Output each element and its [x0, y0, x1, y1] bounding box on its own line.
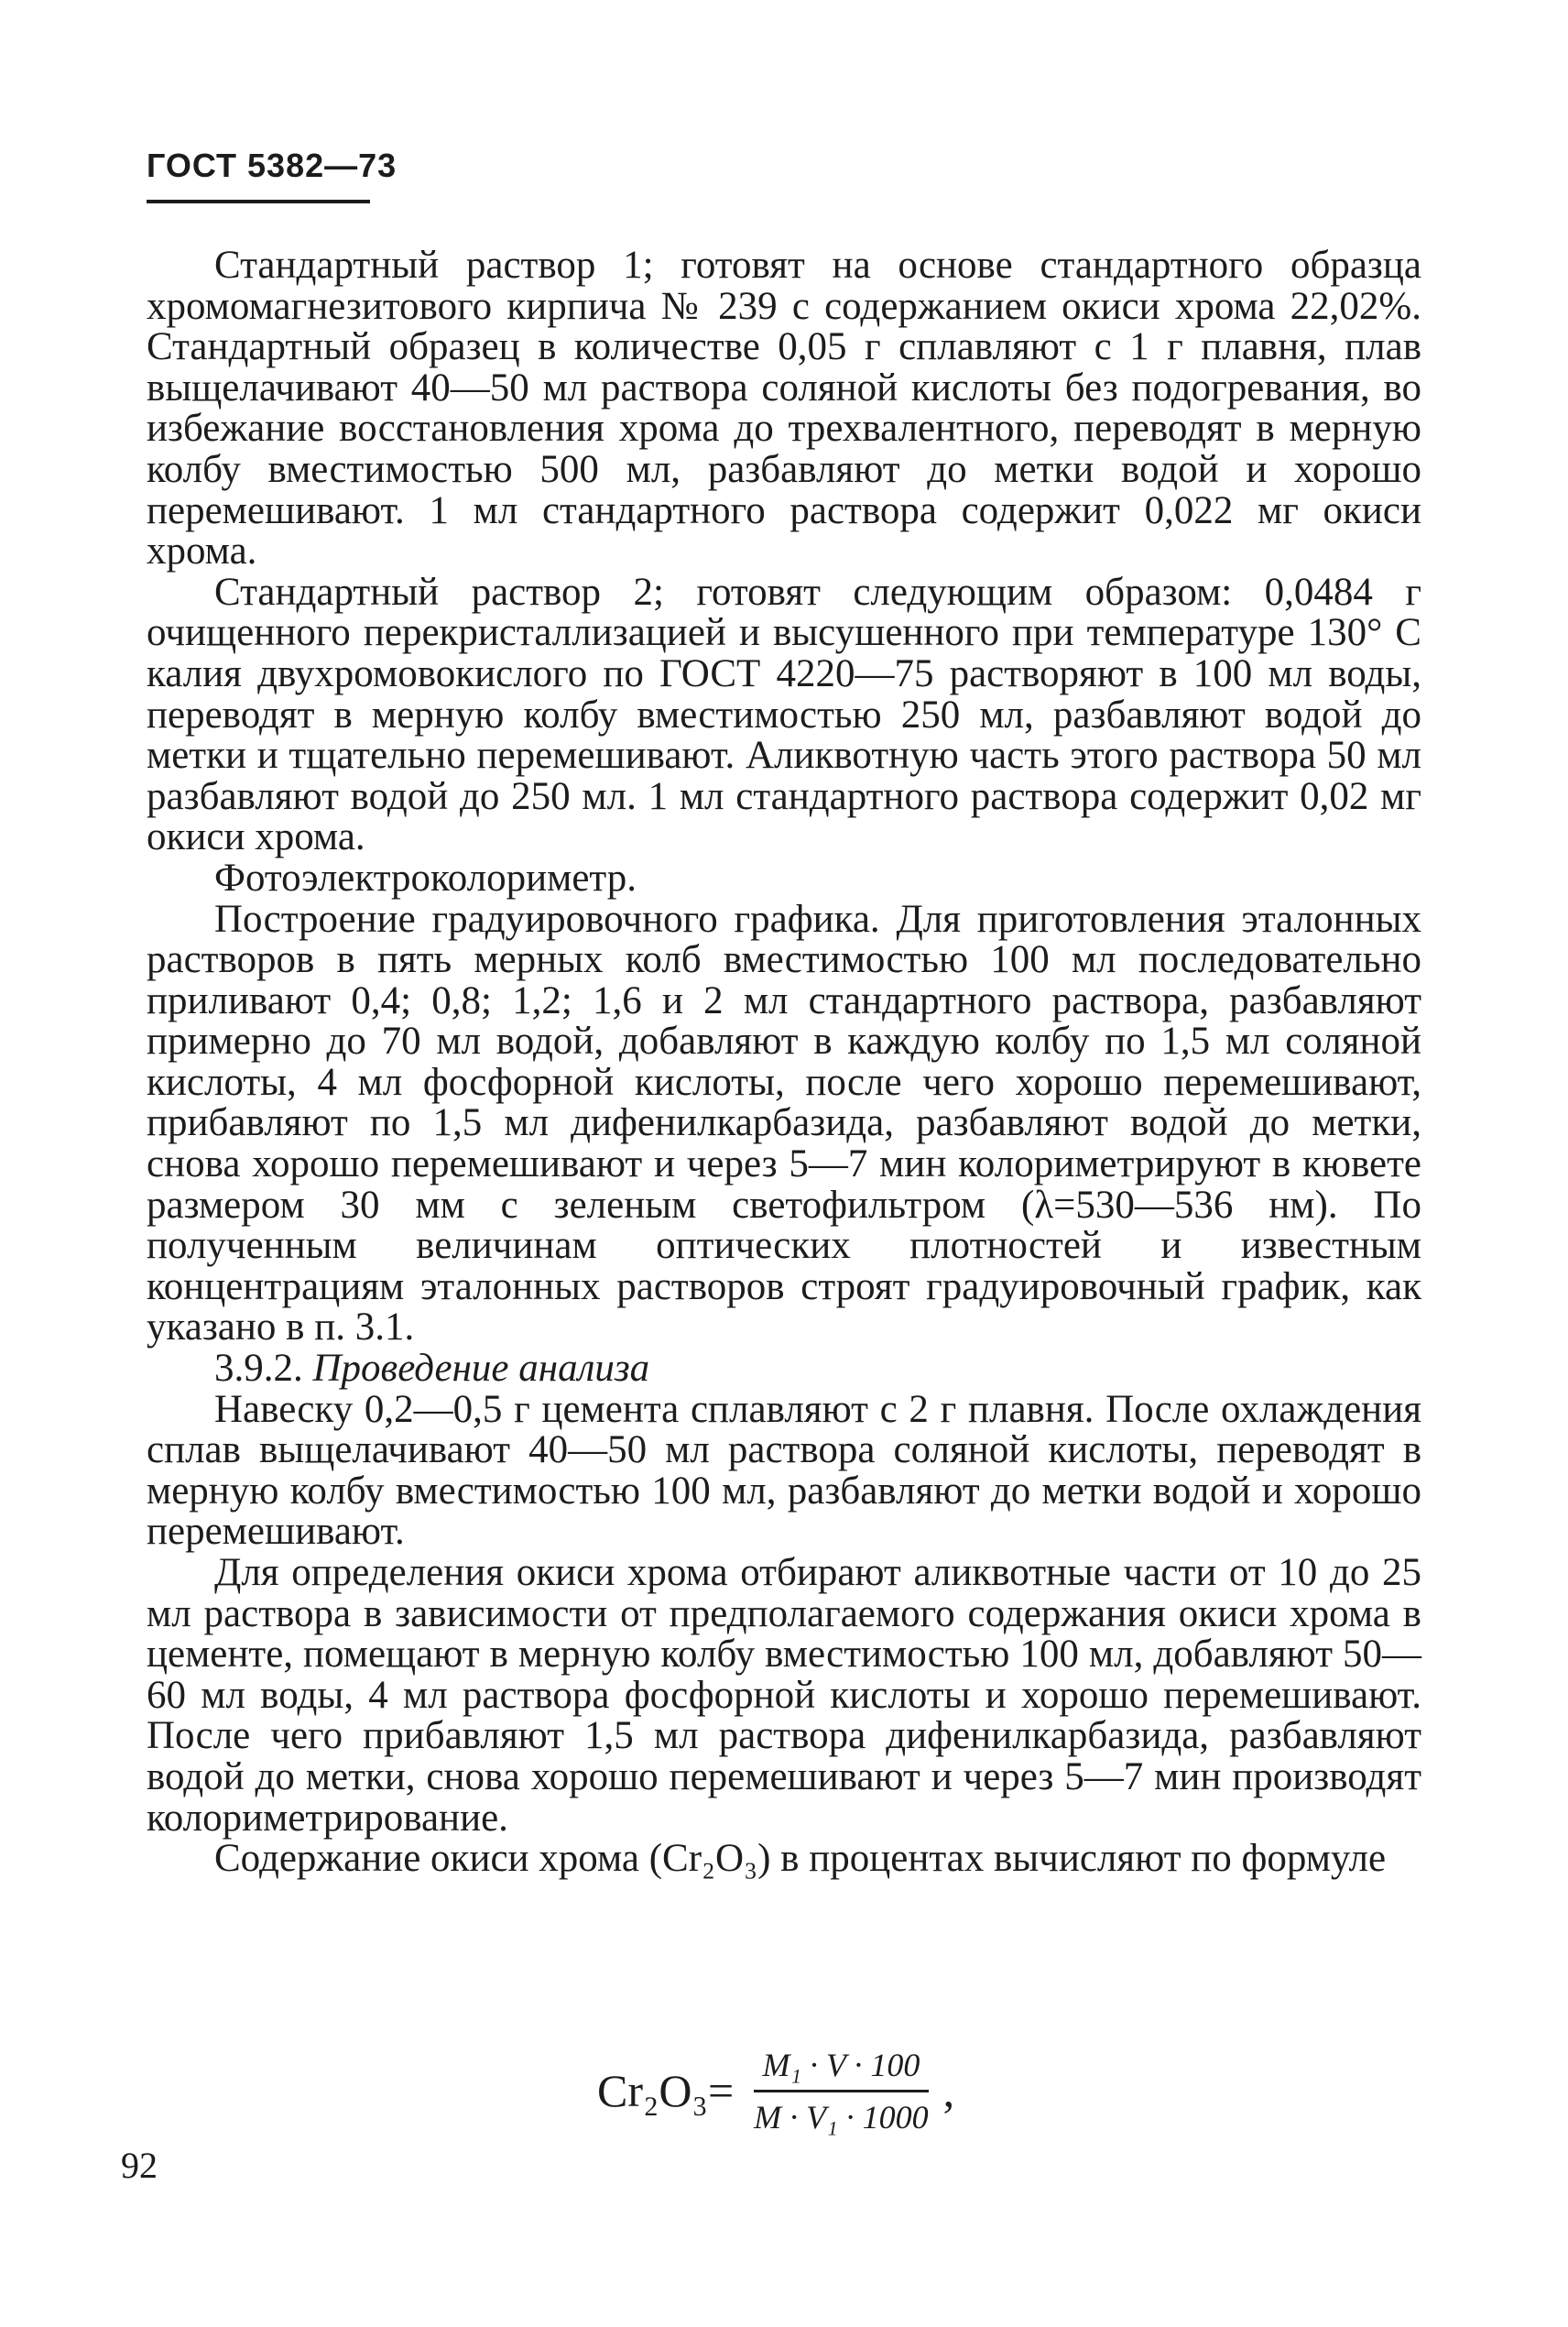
- formula-trailing-comma: ,: [942, 2065, 955, 2116]
- page-number: 92: [121, 2145, 158, 2186]
- paragraph-photocolorimeter: Фотоэлектроколориметр.: [214, 856, 637, 900]
- paragraph-chromium-determination: Для определения окиси хрома отбирают аликвотные части от 10 до 25 мл раствора в зависимости от предполагаемого содержания окиси хрома в цементе, помещают в мерную колбу вместимостью 100 мл, добавляют 50—60 мл воды, 4 мл раствора фосфорной кислоты и хорошо перемешивают. После чего прибавляют 1,5 мл раствора дифенилкарбазида, разбавляют водой до метки, снова хорошо перемешивают и через 5—7 мин производят колориметрирование.: [147, 1551, 1421, 1840]
- paragraph-standard-solution-2: Стандартный раствор 2; готовят следующим образом: 0,0484 г очищенного перекристаллизацией и высушенного при температуре 130° С калия двухромовокислого по ГОСТ 4220—75 растворяют в 100 мл воды, переводят в мерную колбу вместимостью 250 мл, разбавляют водой до метки и тщательно перемешивают. Аликвотную часть этого раствора 50 мл разбавляют водой до 250 мл. 1 мл стандартного раствора содержит 0,02 мг окиси хрома.: [147, 570, 1421, 859]
- document-header: ГОСТ 5382—73: [147, 147, 397, 184]
- paragraph-formula-intro: Содержание окиси хрома (Cr₂O₃) в процентах вычисляют по формуле: [214, 1837, 1387, 1881]
- section-number: 3.9.2.: [214, 1347, 303, 1391]
- section-heading: [147, 1349, 1421, 1390]
- document-body: [147, 246, 1421, 1880]
- formula-lhs: Cr₂O₃=: [597, 2065, 735, 2116]
- chromium-oxide-formula: [597, 2036, 954, 2146]
- paragraph-standard-solution-1: Стандартный раствор 1; готовят на основе стандартного образца хромомагнезитового кирпича № 239 с содержанием окиси хрома 22,02%. Стандартный образец в количестве 0,05 г сплавляют с 1 г плавня, плав выщелачивают 40—50 мл раствора соляной кислоты без подогревания, во избежание восстановления хрома до трехвалентного, переводят в мерную колбу вместимостью 500 мл, разбавляют до метки водой и хорошо перемешивают. 1 мл стандартного раствора содержит 0,022 мг окиси хрома.: [147, 244, 1421, 574]
- paragraph-sample-preparation: Навеску 0,2—0,5 г цемента сплавляют с 2 г плавня. После охлаждения сплав выщелачивают 40—50 мл раствора соляной кислоты, переводят в мерную колбу вместимостью 100 мл, разбавляют до метки водой и хорошо перемешивают.: [147, 1387, 1421, 1554]
- formula-numerator: M₁ · V · 100: [754, 2046, 930, 2092]
- formula-denominator: M · V₁ · 1000: [754, 2098, 929, 2136]
- formula-fraction: [745, 2046, 938, 2136]
- section-title: Проведение анализа: [312, 1347, 650, 1391]
- header-underline: [147, 200, 370, 203]
- paragraph-calibration-curve: Построение градуировочного графика. Для приготовления эталонных растворов в пять мерных колб вместимостью 100 мл последовательно приливают 0,4; 0,8; 1,2; 1,6 и 2 мл стандартного раствора, разбавляют примерно до 70 мл водой, добавляют в каждую колбу по 1,5 мл соляной кислоты, 4 мл фосфорной кислоты, после чего хорошо перемешивают, прибавляют по 1,5 мл дифенилкарбазида, разбавляют водой до метки, снова хорошо перемешивают и через 5—7 мин колориметрируют в кювете размером 30 мм с зеленым светофильтром (λ=530—536 нм). По полученным величинам оптических плотностей и известным концентрациям эталонных растворов строят градуировочный график, как указано в п. 3.1.: [147, 897, 1421, 1349]
